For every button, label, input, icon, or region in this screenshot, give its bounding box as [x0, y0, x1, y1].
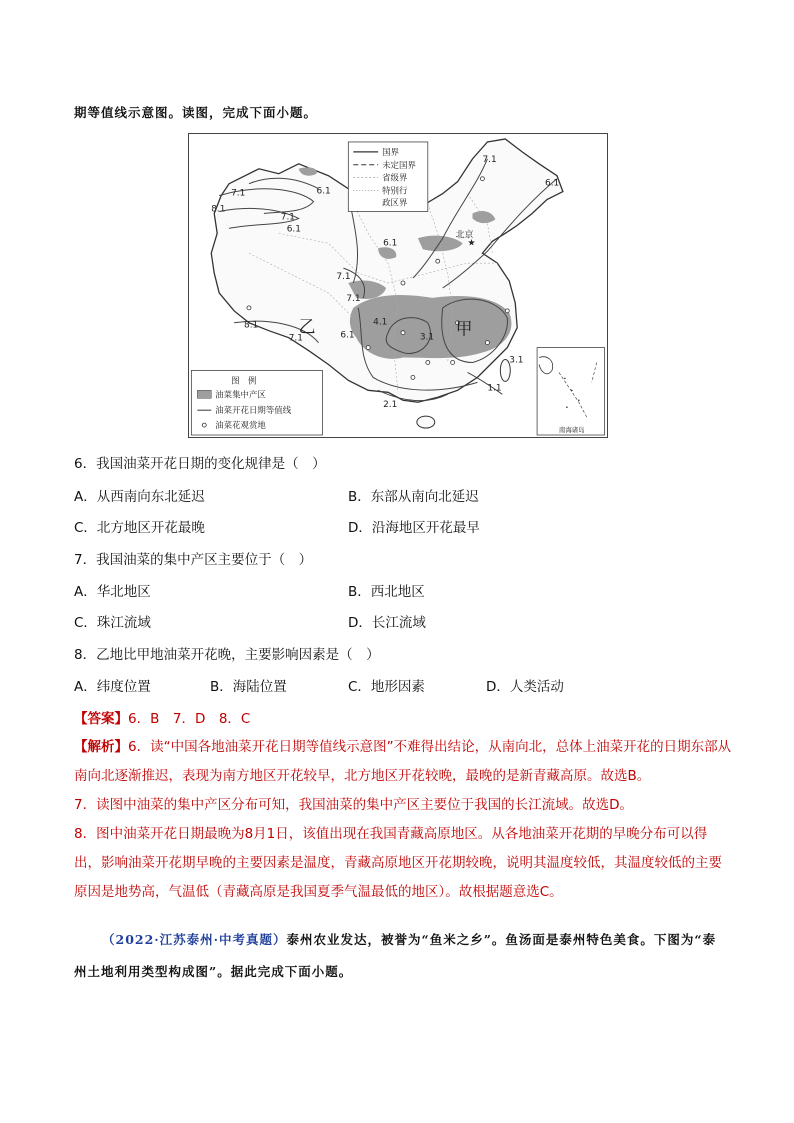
contour-label: 8.1 [211, 204, 226, 215]
svg-text:政区界: 政区界 [382, 197, 408, 208]
contour-label: 7.1 [336, 272, 351, 283]
svg-text:国界: 国界 [382, 146, 399, 157]
q6-option-b: B．东部从南向北延迟 [348, 489, 479, 505]
q6-option-a: A．从西南向东北延迟 [74, 489, 205, 505]
intro-text: 期等值线示意图。读图，完成下面小题。 [74, 105, 318, 120]
svg-text:图 例: 图 例 [231, 375, 257, 386]
next-question-line2: 州土地利用类型构成图”。据此完成下面小题。 [74, 964, 353, 979]
q8-option-c: C．地形因素 [348, 679, 425, 695]
contour-label: 6.1 [286, 224, 301, 235]
contour-label: 7.1 [231, 188, 246, 199]
q7-option-a: A．华北地区 [74, 584, 151, 600]
svg-text:省级界: 省级界 [382, 172, 408, 183]
contour-label: 6.1 [383, 238, 398, 249]
rapeseed-flowering-map [188, 133, 608, 438]
contour-label: 7.1 [280, 212, 295, 223]
yi-label: 乙 [298, 316, 316, 337]
q7-option-d: D．长江流域 [348, 615, 426, 631]
source-tag: （2022·江苏泰州·中考真题） [102, 932, 287, 947]
svg-text:南海诸岛: 南海诸岛 [558, 426, 585, 435]
svg-text:未定国界: 未定国界 [382, 159, 416, 170]
contour-label: 7.1 [482, 154, 497, 165]
answer-line [74, 707, 250, 727]
contour-label: 3.1 [419, 332, 435, 343]
beijing-label: 北京 [455, 230, 474, 241]
answer-tag: 【答案】 [74, 711, 128, 727]
q6-option-c: C．北方地区开花最晚 [74, 520, 205, 536]
q6-option-d: D．沿海地区开花最早 [348, 520, 480, 536]
south-china-sea-inset [537, 348, 605, 435]
svg-text:油菜开花日期等值线: 油菜开花日期等值线 [215, 405, 292, 416]
hainan-island [417, 416, 435, 428]
contour-label: 2.1 [383, 400, 398, 411]
analysis-p8: 8．图中油菜开花日期最晚为8月1日，该值出现在我国青藏高原地区。从各地油菜开花期的早晚分布可以得出，影响油菜开花期早晚的主要因素是温度，青藏高原地区开花期较晚，说明其温度较低，其温度较低的主要原因是地势高，气温低（青藏高原是我国夏季气温最低的地区）。故根据题意选C。 [74, 826, 722, 900]
contour-label: 7.1 [288, 333, 303, 344]
contour-label: 6.1 [545, 178, 560, 189]
q8-option-b: B．海陆位置 [210, 679, 287, 695]
q7-option-c: C．珠江流域 [74, 615, 151, 631]
next-question-line1: （2022·江苏泰州·中考真题）泰州农业发达，被誉为“鱼米之乡”。鱼汤面是泰州特色美食。下图为“泰 [102, 932, 717, 947]
contour-label: 6.1 [340, 330, 355, 341]
beijing-star-icon: ★ [467, 238, 476, 249]
analysis-p7: 7．读图中油菜的集中产区分布可知，我国油菜的集中产区主要位于我国的长江流域。故选D。 [74, 797, 633, 813]
contour-label: 6.1 [316, 186, 331, 197]
q8-stem: 8．乙地比甲地油菜开花晚，主要影响因素是（ ） [74, 647, 380, 663]
q8-option-d: D．人类活动 [486, 679, 564, 695]
contour-label: 8.1 [244, 320, 259, 331]
analysis-p6: 【解析】6．读“中国各地油菜开花日期等值线示意图”不难得出结论，从南向北，总体上油菜开花的日期东部从南向北逐渐推迟，表现为南方地区开花较早，北方地区开花较晚，最晚的是新青藏高原。故选B。 [74, 739, 732, 784]
analysis-block [74, 733, 734, 907]
q7-stem: 7．我国油菜的集中产区主要位于（ ） [74, 552, 313, 568]
jia-label: 甲 [455, 318, 473, 339]
contour-label: 1.1 [487, 383, 502, 394]
q8-option-a: A．纬度位置 [74, 679, 151, 695]
answer-text: 6．B 7．D 8．C [128, 711, 251, 727]
contour-label: 3.1 [509, 355, 524, 366]
svg-text:油菜集中产区: 油菜集中产区 [215, 389, 266, 400]
contour-label: 7.1 [346, 293, 361, 304]
svg-text:特别行: 特别行 [382, 185, 408, 196]
border-legend [348, 142, 427, 212]
q7-option-b: B．西北地区 [348, 584, 425, 600]
contour-label: 4.1 [373, 317, 388, 328]
svg-text:油菜花观赏地: 油菜花观赏地 [215, 420, 266, 431]
q6-stem: 6．我国油菜开花日期的变化规律是（ ） [74, 456, 326, 472]
map-legend [191, 370, 322, 435]
